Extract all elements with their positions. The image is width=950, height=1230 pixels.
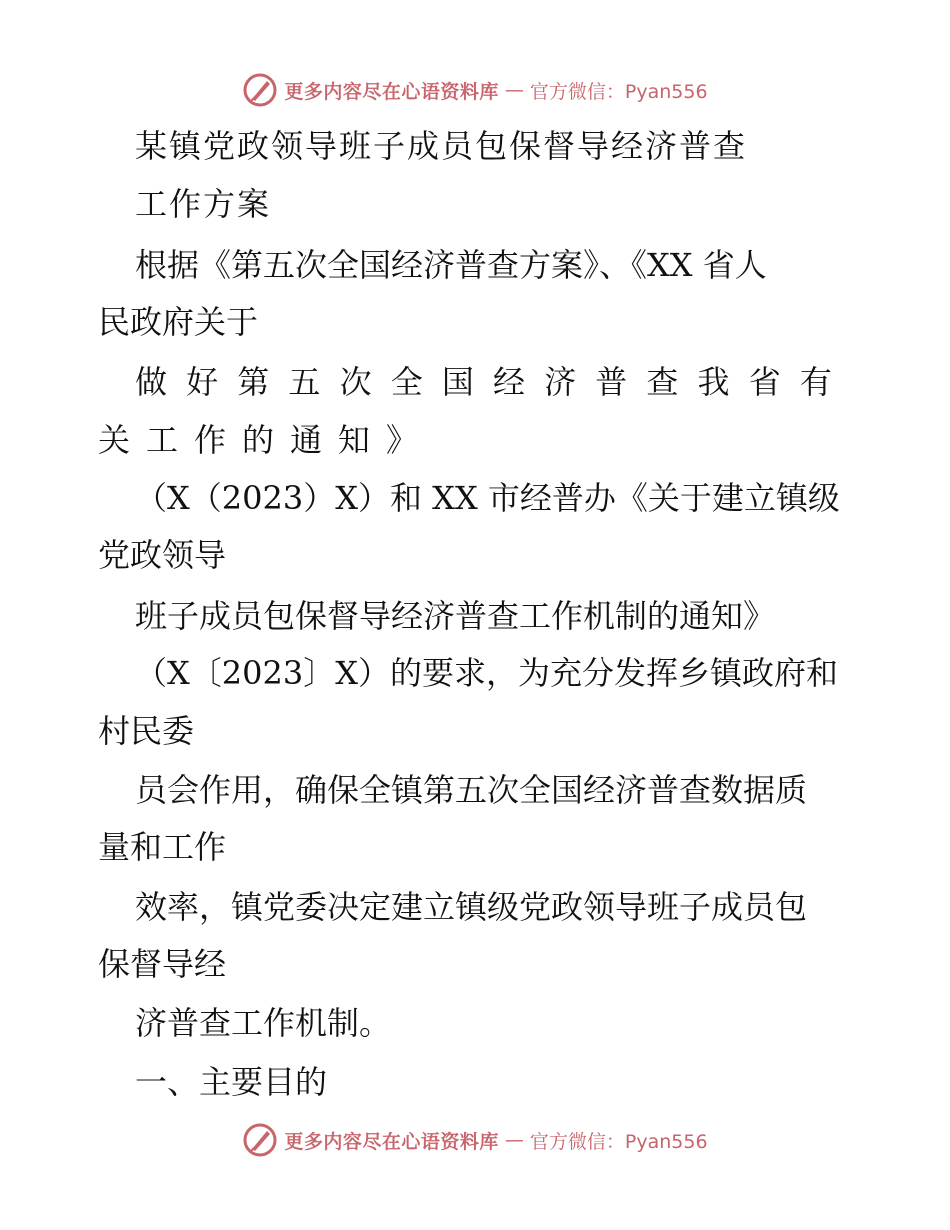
body-line: 保督导经 (98, 945, 227, 983)
body-char: 》 (385, 421, 418, 459)
body-char: 做 (135, 363, 168, 401)
body-line: 村民委 (98, 712, 195, 750)
watermark-separator: — (504, 1129, 524, 1151)
watermark-contact-text: 官方微信：Pyan556 (529, 1130, 708, 1153)
body-line: （X（2023）X）和 XX 市经普办《关于建立镇级 (135, 479, 840, 517)
watermark-separator: — (504, 79, 524, 101)
body-line: 班子成员包保督导经济普查工作机制的通知》 (135, 597, 776, 635)
body-char: 第 (237, 363, 270, 401)
body-char: 的 (241, 421, 274, 459)
body-char: 有 (799, 363, 832, 401)
body-line: 员会作用，确保全镇第五次全国经济普查数据质 (135, 771, 808, 809)
body-line: 量和工作 (98, 828, 227, 866)
quill-logo-icon (242, 1122, 278, 1158)
body-line: 党政领导 (98, 536, 227, 574)
body-line: 济普查工作机制。 (135, 1004, 392, 1042)
body-char: 省 (748, 363, 781, 401)
body-char: 普 (595, 363, 628, 401)
body-line-justified (98, 420, 418, 460)
section-heading: 一、主要目的 (135, 1063, 328, 1101)
body-char: 我 (697, 363, 730, 401)
body-char: 经 (492, 363, 525, 401)
watermark-banner-top (0, 70, 950, 110)
body-char: 次 (339, 363, 372, 401)
body-line: 效率，镇党委决定建立镇级党政领导班子成员包 (135, 888, 808, 926)
body-char: 作 (193, 421, 226, 459)
body-char: 知 (337, 421, 370, 459)
quill-logo-icon (242, 72, 278, 108)
watermark-main-text: 更多内容尽在心语资料库 (284, 1130, 499, 1153)
watermark-contact-text: 官方微信：Pyan556 (529, 80, 708, 103)
body-line: 根据《第五次全国经济普查方案》、《XX 省人 (135, 246, 767, 284)
body-char: 全 (390, 363, 423, 401)
body-char: 查 (646, 363, 679, 401)
body-char: 国 (441, 363, 474, 401)
body-char: 通 (289, 421, 322, 459)
body-char: 工 (145, 421, 178, 459)
body-line: 民政府关于 (98, 303, 259, 341)
document-title-line-2: 工作方案 (135, 185, 272, 223)
body-line-justified (135, 362, 832, 402)
body-char: 关 (98, 421, 131, 459)
document-title-line-1: 某镇党政领导班子成员包保督导经济普查 (135, 127, 748, 165)
body-char: 五 (288, 363, 321, 401)
body-line: （X〔2023〕X）的要求，为充分发挥乡镇政府和 (135, 654, 839, 692)
body-char: 济 (544, 363, 577, 401)
watermark-main-text: 更多内容尽在心语资料库 (284, 80, 499, 103)
body-char: 好 (186, 363, 219, 401)
watermark-banner-bottom (0, 1120, 950, 1160)
